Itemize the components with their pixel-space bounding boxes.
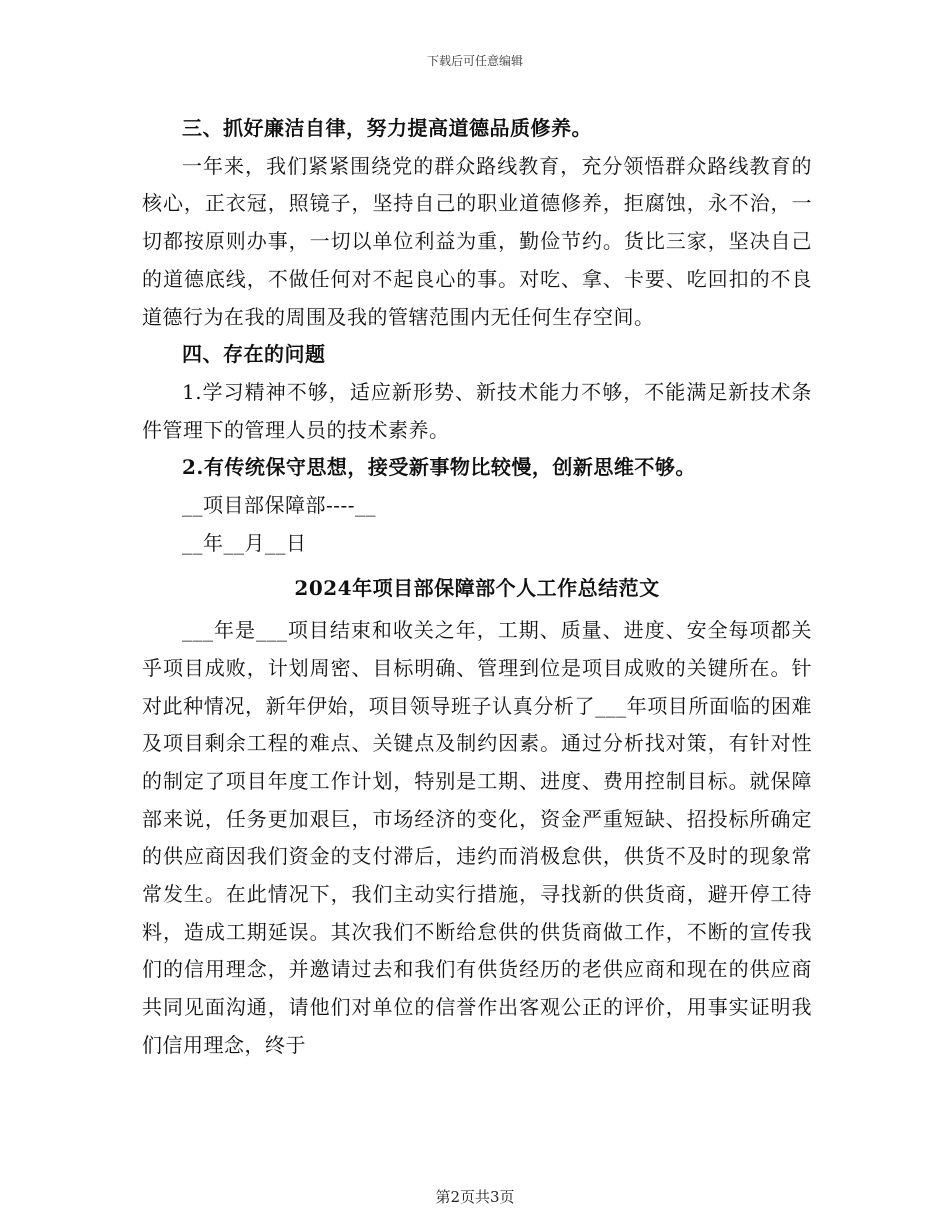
- paragraph-integrity: 一年来，我们紧紧围绕党的群众路线教育，充分领悟群众路线教育的核心，正衣冠，照镜子，坚持自己的职业道德修养，拒腐蚀，永不治，一切都按原则办事，一切以单位利益为重，勤俭节约。货比三家，坚决自己的道德底线，不做任何对不起良心的事。对吃、拿、卡要、吃回扣的不良道德行为在我的周围及我的管辖范围内无任何生存空间。: [142, 153, 812, 329]
- problem-item-1: 1.学习精神不够，适应新形势、新技术能力不够，不能满足新技术条件管理下的管理人员的技术素养。: [142, 379, 812, 442]
- signature-date: __年__月__日: [182, 530, 307, 555]
- document-body: [142, 110, 812, 1065]
- document-title: 2024年项目部保障部个人工作总结范文: [294, 576, 660, 601]
- page-header: 下载后可任意编辑: [426, 54, 523, 68]
- signature-department: __项目部保障部----__: [182, 493, 377, 518]
- paragraph-summary: ___年是___项目结束和收关之年，工期、质量、进度、安全每项都关乎项目成败，计划周密、目标明确、管理到位是项目成败的关键所在。针对此种情况，新年伊始，项目领导班子认真分析了___年项目所面临的困难及项目剩余工程的难点、关键点及制约因素。通过分析找对策，有针对性的制定了项目年度工作计划，特别是工期、进度、费用控制目标。就保障部来说，任务更加艰巨，市场经济的变化，资金严重短缺、招投标所确定的供应商因我们资金的支付滞后，违约而消极怠供，供货不及时的现象常常发生。在此情况下，我们主动实行措施，寻找新的供货商，避开停工待料，造成工期延误。其次我们不断给怠供的供货商做工作，不断的宣传我们的信用理念，并邀请过去和我们有供货经历的老供应商和现在的供应商共同见面沟通，请他们对单位的信誉作出客观公正的评价，用事实证明我们信用理念，终于: [142, 618, 812, 1057]
- problem-item-2: 2.有传统保守思想，接受新事物比较慢，创新思维不够。: [182, 455, 696, 480]
- section-heading-3: 三、抓好廉洁自律，努力提高道德品质修养。: [182, 116, 592, 140]
- page-footer: 第2页共3页: [435, 1188, 515, 1206]
- section-heading-4: 四、存在的问题: [182, 342, 326, 367]
